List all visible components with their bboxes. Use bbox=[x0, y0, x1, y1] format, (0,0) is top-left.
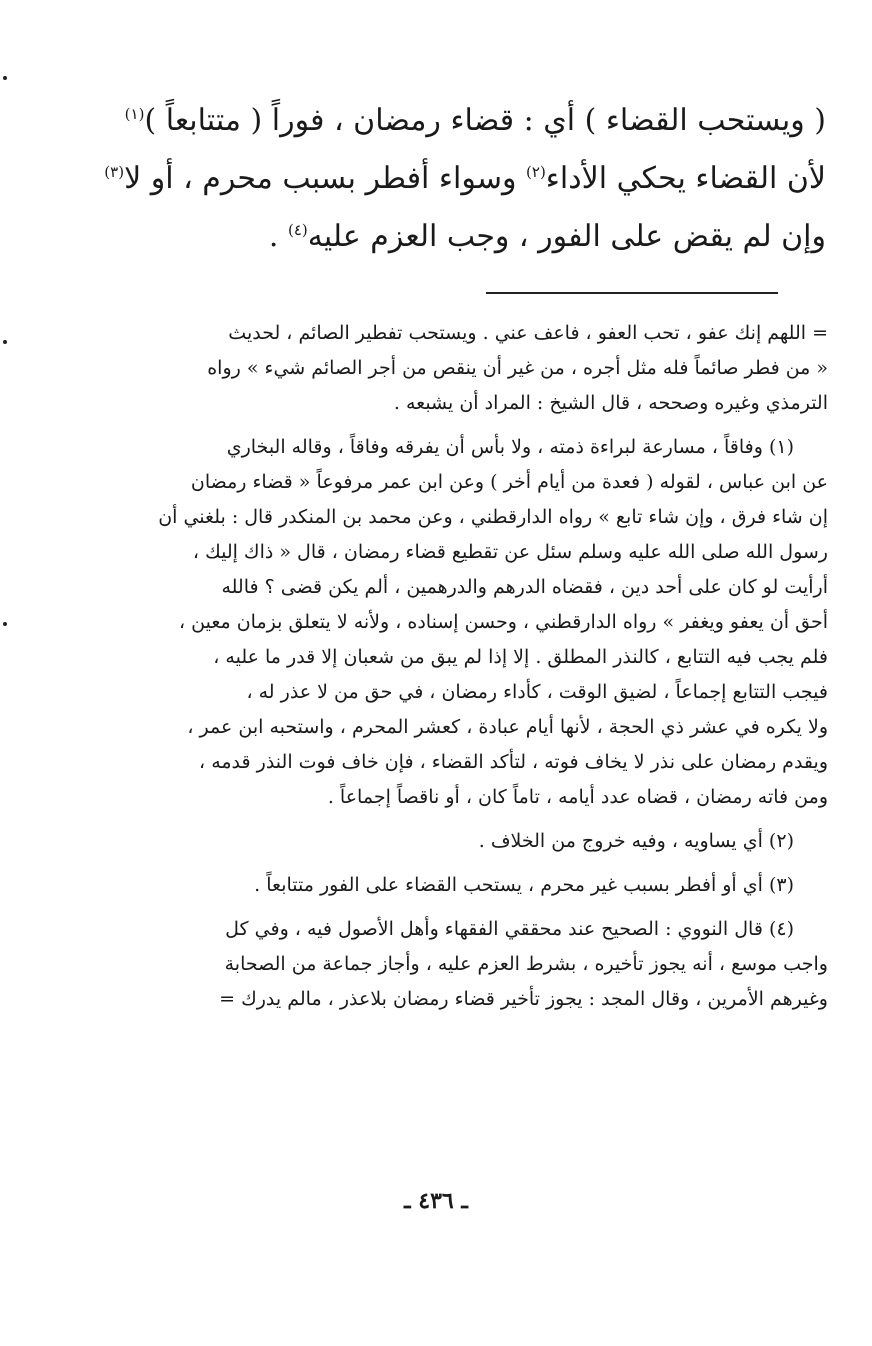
page-number: ـ ٤٣٦ ـ bbox=[404, 1188, 468, 1214]
footnote-line: « من فطر صائماً فله مثل أجره ، من غير أن ينقص من أجر الصائم شيء » رواه bbox=[207, 357, 828, 379]
footnote-line: الترمذي وغيره وصححه ، قال الشيخ : المراد أن يشبعه . bbox=[393, 392, 828, 414]
footnote-line: أحق أن يعفو ويغفر » رواه الدارقطني ، وحسن إسناده ، ولأنه لا يتعلق بزمان معين ، bbox=[178, 611, 828, 633]
footnote-line: واجب موسع ، أنه يجوز تأخيره ، بشرط العزم عليه ، وأجاز جماعة من الصحابة bbox=[224, 953, 828, 975]
footnote-ref[interactable]: (٤) bbox=[288, 221, 308, 239]
footnote-line: فلم يجب فيه التتابع ، كالنذر المطلق . إلا إذا لم يبق من شعبان إلا قدر ما عليه ، bbox=[213, 646, 828, 668]
footnote-ref[interactable]: (٣) bbox=[104, 163, 125, 181]
footnote-1 bbox=[40, 430, 828, 815]
main-line: وإن لم يقض على الفور ، وجب العزم عليه$^{(٤)}$ . bbox=[268, 219, 826, 254]
footnote-line: عن ابن عباس ، لقوله ( فعدة من أيام أخر ) وعن ابن عمر مرفوعاً « قضاء رمضان bbox=[190, 471, 828, 493]
footnote-3 bbox=[40, 868, 828, 903]
footnote-ref[interactable]: (٢) bbox=[526, 163, 546, 181]
footnote-line: ومن فاته رمضان ، قضاه عدد أيامه ، تاماً كان ، أو ناقصاً إجماعاً . bbox=[327, 786, 828, 808]
footnote-continued bbox=[40, 316, 828, 421]
footnote-line: ويقدم رمضان على نذر لا يخاف فوته ، لتأكد القضاء ، فإن خاف فوت النذر قدمه ، bbox=[199, 751, 828, 773]
footnote-line: (١) وفاقاً ، مسارعة لبراءة ذمته ، ولا بأس أن يفرقه وفاقاً ، وقاله البخاري bbox=[226, 436, 794, 458]
main-line: لأن القضاء يحكي الأداء$^{(٢)}$ وسواء أفطر بسبب محرم ، أو لا$^{(٣)}$ bbox=[104, 161, 826, 196]
footnote-line: رسول الله صلى الله عليه وسلم سئل عن تقطيع قضاء رمضان ، قال « ذاك إليك ، bbox=[192, 541, 828, 563]
margin-dot bbox=[3, 76, 7, 80]
footnotes bbox=[40, 316, 828, 1017]
footnote-line: وغيرهم الأمرين ، وقال المجد : يجوز تأخير قضاء رمضان بلاعذر ، مالم يدرك = bbox=[219, 988, 828, 1010]
footnote-line: (٣) أي أو أفطر بسبب غير محرم ، يستحب القضاء على الفور متتابعاً . bbox=[254, 874, 794, 896]
footnote-line: أرأيت لو كان على أحد دين ، فقضاه الدرهم والدرهمين ، ألم يكن قضى ؟ فالله bbox=[221, 576, 828, 598]
footnote-ref[interactable]: (١) bbox=[124, 105, 145, 123]
margin-dot bbox=[3, 340, 7, 344]
footnote-separator bbox=[486, 292, 778, 294]
main-line: ( ويستحب القضاء ) أي : قضاء رمضان ، فوراً ( متتابعاً )$^{(١)}$ bbox=[124, 103, 826, 138]
footnote-line: إن شاء فرق ، وإن شاء تابع » رواه الدارقطني ، وعن محمد بن المنكدر قال : بلغني أن bbox=[158, 506, 828, 528]
footnote-line: فيجب التتابع إجماعاً ، لضيق الوقت ، كأداء رمضان ، في حق من لا عذر له ، bbox=[246, 681, 828, 703]
footnote-4 bbox=[40, 912, 828, 1017]
book-page bbox=[40, 92, 828, 1026]
footnote-line: = اللهم إنك عفو ، تحب العفو ، فاعف عني . ويستحب تفطير الصائم ، لحديث bbox=[228, 322, 828, 344]
footnote-2 bbox=[40, 824, 828, 859]
main-text bbox=[40, 92, 828, 266]
footnote-line: (٢) أي يساويه ، وفيه خروج من الخلاف . bbox=[478, 830, 794, 852]
footnote-line: (٤) قال النووي : الصحيح عند محققي الفقهاء وأهل الأصول فيه ، وفي كل bbox=[225, 918, 794, 940]
footnote-line: ولا يكره في عشر ذي الحجة ، لأنها أيام عبادة ، كعشر المحرم ، واستحبه ابن عمر ، bbox=[187, 716, 828, 738]
margin-dot bbox=[3, 622, 7, 626]
